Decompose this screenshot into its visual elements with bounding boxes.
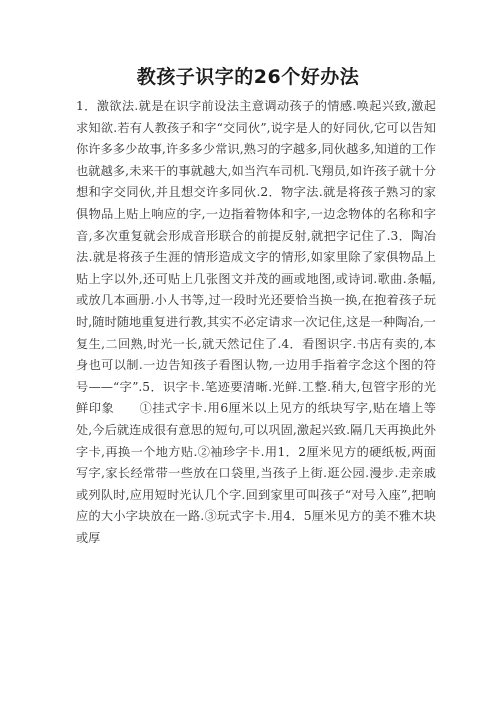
document-body: 1．激欲法.就是在识字前设法主意调动孩子的情感.唤起兴致,激起求知欲.若有人教孩子和字“交同伙”,说字是人的好同伙,它可以告知你许多多少故事,许多多少常识,熟习的字越多,同伙越多,知道的工作也就越多,未来干的事就越大,如当汽车司机.飞翔员,如许孩子就十分想和字交同伙,并且想交许多同伙.2．物字法.就是将孩子熟习的家俱物品上贴上响应的字,一边指着物体和字,一边念物体的名称和字音,多次重复就会形成音形联合的前提反射,就把字记住了.3．陶冶法.就是将孩子生涯的情形造成文字的情形,如家里除了家俱物品上贴上字以外,还可贴上几张图文并茂的画或地图,或诗词.歌曲.条幅,或放几本画册.小人书等,过一段时光还要恰当换一换,在抱着孩子玩时,随时随地重复进行教,其实不必定请求一次记住,这是一种陶冶,一复生,二回熟,时光一长,就天然记住了.4．看图识字.书店有卖的,本身也可以制.一边告知孩子看图认物,一边用手指着字念这个图的符号——“字”.5．识字卡.笔迹要清晰.光鲜.工整.稍大,包管字形的光鲜印象 ①挂式字卡.用6厘米以上见方的纸块写字,贴在墙上等处,今后就连成很有意思的短句,可以巩固,激起兴致.隔几天再换此外字卡,再换一个地方贴.②袖珍字卡.用1．2厘米见方的硬纸板,两面写字,家长经常带一些放在口袋里,当孩子上街.逛公园.漫步.走亲戚或列队时,应用短时光认几个字.回到家里可叫孩子“对号入座”,把响应的大小字块放在一路.③玩式字卡.用4．5厘米见方的美不雅木块或厚: [76, 99, 436, 545]
document-title: 教孩子识字的26个好办法: [136, 66, 360, 88]
